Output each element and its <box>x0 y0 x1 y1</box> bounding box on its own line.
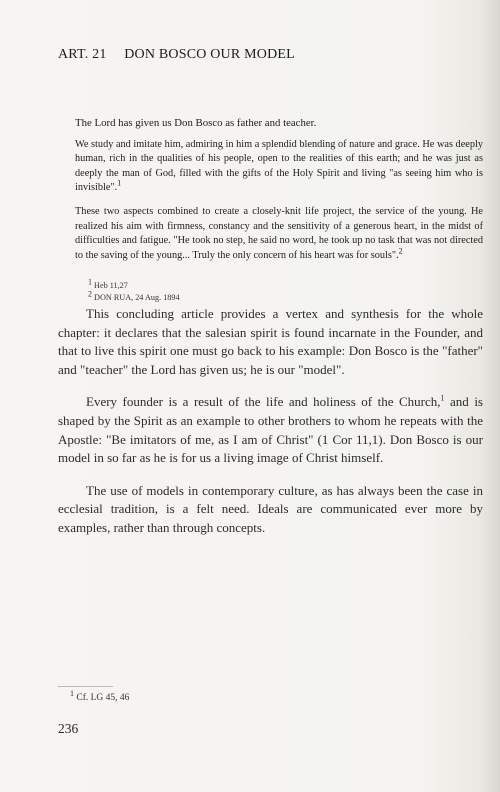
article-number: ART. 21 <box>58 47 107 62</box>
note-text: Heb 11,27 <box>94 281 128 290</box>
note-text: DON RUA, 24 Aug. 1894 <box>94 293 180 302</box>
page-footnote <box>70 688 130 703</box>
constitution-text <box>75 116 483 272</box>
commentary-paragraph-1: This concluding article provides a vertex and synthesis for the whole chapter: it declares that the salesian spirit is found incarnate in the Founder, and that to live this spirit one must go back to his example: Don Bosco is the "father" and "teacher" the Lord has given us; he is our "model". <box>58 306 483 377</box>
commentary-paragraph-2-start: Every founder is a result of the life and holiness of the Church, <box>86 394 441 410</box>
constitution-note <box>88 277 388 292</box>
constitution-paragraph-1-text: We study and imitate him, admiring in him a splendid blending of nature and grace. He was deeply human, rich in the qualities of his people, open to the realities of this earth; and he was just as deeply the man of God, filled with the gifts of the Holy Spirit and living "as seeing him who is invisible". <box>75 138 483 194</box>
footnote-divider <box>58 686 113 687</box>
note-number: 2 <box>88 289 92 299</box>
constitution-paragraph-2 <box>75 205 483 263</box>
constitution-lead: The Lord has given us Don Bosco as father and teacher. <box>75 117 317 129</box>
article-heading <box>58 47 295 63</box>
commentary-text <box>58 305 483 552</box>
footnote-number: 1 <box>70 688 74 698</box>
constitution-paragraph-1 <box>75 138 483 196</box>
note-number: 1 <box>88 277 92 287</box>
footnote-ref: 1 <box>440 394 445 404</box>
commentary-paragraph-3: The use of models in contemporary culture, as has always been the case in ecclesial tradition, is a felt need. Ideals are communicated ever more by examples, rather than through concepts. <box>58 482 483 535</box>
constitution-note <box>88 289 388 304</box>
constitution-paragraph-2-text: These two aspects combined to create a closely-knit life project, the service of the young. He realized his aim with firmness, constancy and the sensitivity of a generous heart, in the midst of difficulties and fatigue. "He took no step, he said no word, he took up no task that was not directed to the saving of the young... Truly the only concern of his heart was for souls". <box>75 205 483 261</box>
footnote-ref: 1 <box>117 178 122 188</box>
commentary-paragraph-2 <box>58 393 483 467</box>
footnote-ref: 2 <box>398 246 403 256</box>
footnote-text: Cf. LG 45, 46 <box>76 693 130 703</box>
page-number: 236 <box>58 721 79 736</box>
constitution-notes <box>88 277 388 304</box>
article-title: DON BOSCO OUR MODEL <box>124 47 295 62</box>
commentary-paragraph-2-rest: and is shaped by the Spirit as an example to other brothers to whom he repeats with the Apostle: "Be imitators of me, as I am of Christ" (1 Cor 11,1). Don Bosco is our model in so far as he is for us a living image of Christ himself. <box>58 394 483 466</box>
